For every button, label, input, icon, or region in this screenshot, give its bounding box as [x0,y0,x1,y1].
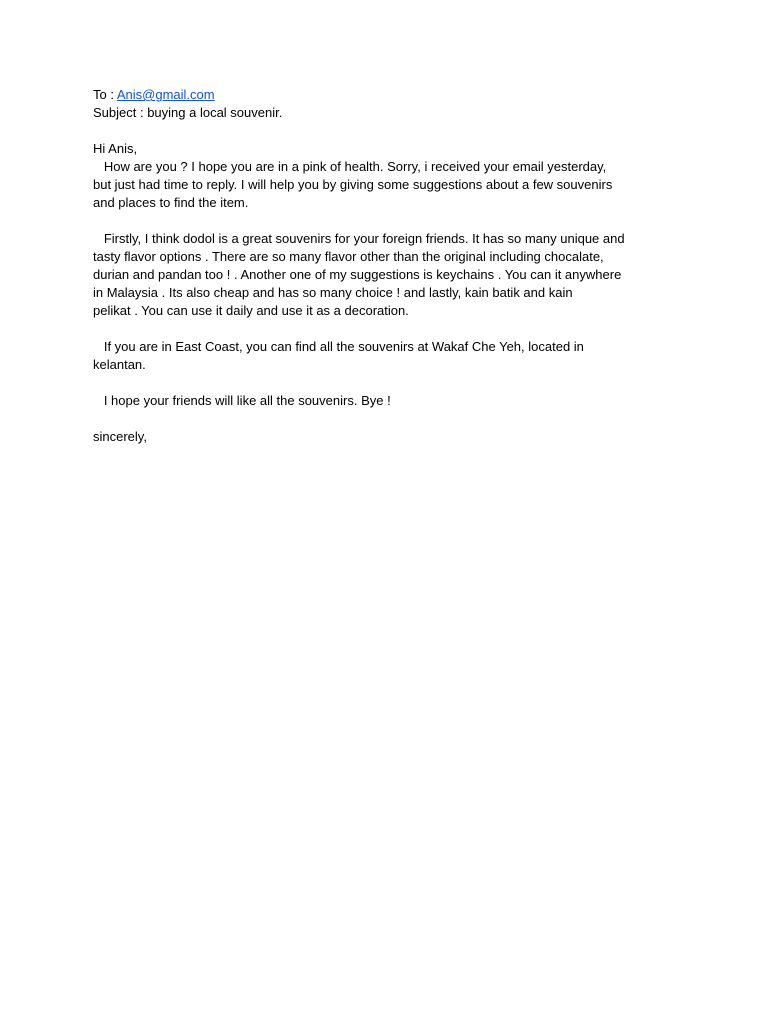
paragraph-line: durian and pandan too ! . Another one of my suggestions is keychains . You can it anywhere [93,267,622,282]
paragraph-4 [93,392,693,410]
email-document [93,86,693,446]
closing: sincerely, [93,429,147,444]
paragraph-line: but just had time to reply. I will help you by giving some suggestions about a few souvenirs [93,177,613,192]
subject-line: Subject : buying a local souvenir. [93,105,283,120]
spacer [93,212,693,230]
spacer [93,374,693,392]
paragraph-line: and places to find the item. [93,195,249,210]
paragraph-2 [93,230,693,320]
paragraph-3 [93,338,693,374]
spacer [93,410,693,428]
paragraph-line: I hope your friends will like all the souvenirs. Bye ! [93,393,391,408]
greeting: Hi Anis, [93,141,138,156]
spacer [93,122,693,140]
paragraph-line: tasty flavor options . There are so many flavor other than the original including chocalate, [93,249,604,264]
to-line [93,86,693,104]
paragraph-line: How are you ? I hope you are in a pink of health. Sorry, i received your email yesterday, [93,159,607,174]
paragraph-1 [93,158,693,212]
to-email-link[interactable]: Anis@gmail.com [116,87,215,102]
paragraph-line: If you are in East Coast, you can find all the souvenirs at Wakaf Che Yeh, located in [93,339,584,354]
to-label: To : [93,87,117,102]
paragraph-line: Firstly, I think dodol is a great souvenirs for your foreign friends. It has so many unique and [93,231,625,246]
paragraph-line: in Malaysia . Its also cheap and has so many choice ! and lastly, kain batik and kain [93,285,573,300]
paragraph-line: pelikat . You can use it daily and use it as a decoration. [93,303,409,318]
spacer [93,320,693,338]
paragraph-line: kelantan. [93,357,146,372]
